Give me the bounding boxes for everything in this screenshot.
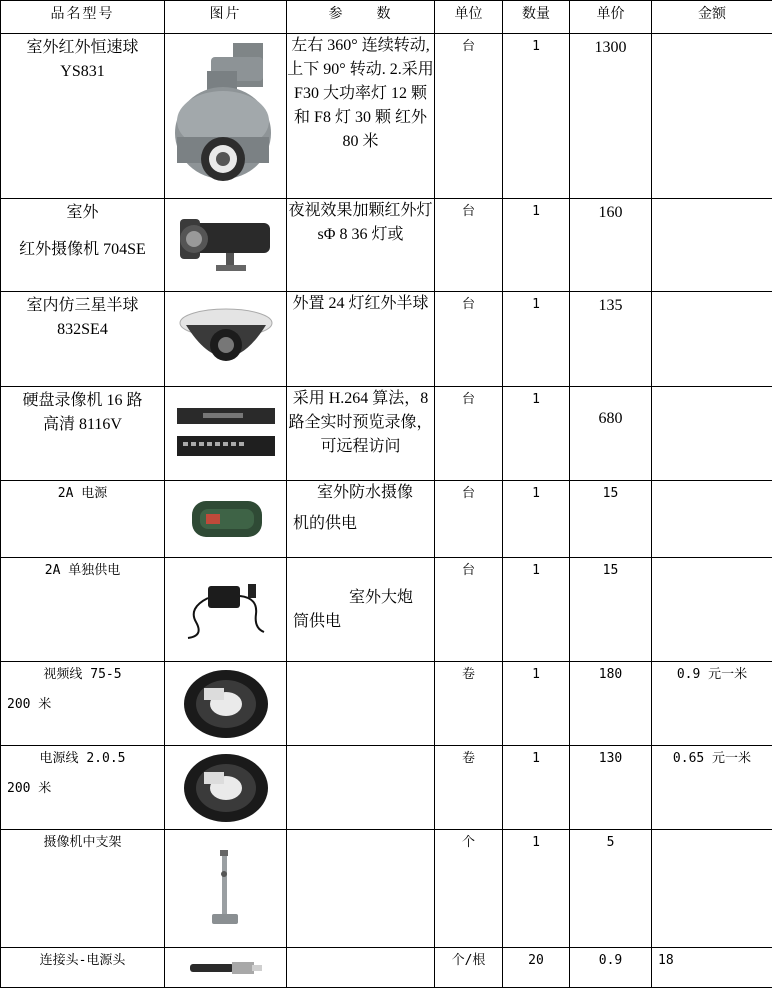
item-amount	[652, 830, 772, 948]
item-params: 左右 360° 连续转动,上下 90° 转动. 2.采用 F30 大功率灯 12 颗和 F8 灯 30 颗 红外 80 米	[287, 34, 435, 199]
item-params: 外置 24 灯红外半球	[287, 292, 435, 387]
item-name-line1: 视频线 75-5	[43, 667, 122, 682]
header-amount: 金额	[652, 1, 772, 34]
item-name-line1: 室内仿三星半球	[26, 297, 139, 314]
header-unit: 单位	[435, 1, 503, 34]
item-image	[165, 481, 287, 558]
item-name	[1, 481, 165, 558]
item-price: 130	[570, 746, 652, 830]
item-price: 180	[570, 662, 652, 746]
item-qty: 1	[503, 558, 570, 662]
power-adapter-icon	[178, 578, 274, 642]
item-qty: 1	[503, 662, 570, 746]
item-price: 15	[570, 558, 652, 662]
item-name-line2: 832SE4	[57, 321, 108, 338]
item-name	[1, 948, 165, 988]
camera-bracket-icon	[206, 844, 246, 934]
item-name-line1: 室外红外恒速球	[26, 39, 139, 56]
power-cable-roll-icon	[180, 750, 272, 826]
item-qty: 1	[503, 34, 570, 199]
item-amount	[652, 558, 772, 662]
table-row	[1, 830, 772, 948]
item-image	[165, 948, 287, 988]
item-price: 160	[570, 199, 652, 292]
item-unit: 卷	[435, 662, 503, 746]
header-row	[1, 1, 772, 34]
item-qty: 1	[503, 830, 570, 948]
item-name-line1: 室外	[66, 204, 99, 221]
speed-dome-camera-icon	[171, 41, 281, 191]
item-image	[165, 558, 287, 662]
item-name-line2: 高清 8116V	[43, 416, 122, 433]
item-price: 15	[570, 481, 652, 558]
item-params	[287, 746, 435, 830]
item-unit: 台	[435, 34, 503, 199]
table-row	[1, 34, 772, 199]
item-params	[287, 481, 435, 558]
item-unit: 台	[435, 292, 503, 387]
item-image	[165, 387, 287, 481]
table-row	[1, 199, 772, 292]
params-line1: 室外大炮	[349, 589, 414, 606]
item-params: 采用 H.264 算法，8 路全实时预览录像，可远程访问	[287, 387, 435, 481]
video-cable-roll-icon	[180, 666, 272, 742]
item-name	[1, 662, 165, 746]
item-params	[287, 662, 435, 746]
item-name-line1: 硬盘录像机 16 路	[22, 392, 143, 409]
item-amount	[652, 481, 772, 558]
table-row	[1, 387, 772, 481]
item-name-line2: 200 米	[7, 781, 52, 796]
item-qty: 1	[503, 746, 570, 830]
header-params: 参 数	[287, 1, 435, 34]
item-qty: 1	[503, 292, 570, 387]
table-row	[1, 662, 772, 746]
item-price: 680	[570, 387, 652, 481]
item-image	[165, 34, 287, 199]
item-name-line2: YS831	[60, 63, 105, 80]
item-amount	[652, 292, 772, 387]
item-name	[1, 387, 165, 481]
item-image	[165, 746, 287, 830]
header-price: 单价	[570, 1, 652, 34]
table-row	[1, 746, 772, 830]
bullet-camera-icon	[176, 215, 276, 275]
item-name-line1: 电源线 2.0.5	[39, 751, 126, 766]
item-unit: 台	[435, 481, 503, 558]
header-qty: 数量	[503, 1, 570, 34]
params-line2: 机的供电	[293, 515, 358, 532]
dome-camera-icon	[176, 299, 276, 379]
item-amount	[652, 34, 772, 199]
params-line1: 室外防水摄像	[317, 484, 414, 501]
item-name	[1, 34, 165, 199]
params-line2: 筒供电	[293, 613, 342, 630]
item-amount: 0.9 元一米	[652, 662, 772, 746]
item-image	[165, 830, 287, 948]
item-name	[1, 830, 165, 948]
dvr-recorder-icon	[173, 406, 279, 462]
item-params: 夜视效果加颗红外灯 sΦ 8 36 灯或	[287, 199, 435, 292]
item-name-line1: 摄像机中支架	[43, 835, 122, 850]
item-unit: 台	[435, 558, 503, 662]
item-amount	[652, 199, 772, 292]
item-price: 135	[570, 292, 652, 387]
item-name-line2: 红外摄像机 704SE	[19, 241, 146, 258]
item-unit: 台	[435, 199, 503, 292]
item-name-line1: 2A 单独供电	[44, 563, 121, 578]
item-unit: 个/根	[435, 948, 503, 988]
table-row	[1, 948, 772, 988]
item-name	[1, 746, 165, 830]
item-image	[165, 662, 287, 746]
item-amount: 0.65 元一米	[652, 746, 772, 830]
header-image: 图片	[165, 1, 287, 34]
item-name-line1: 2A 电源	[57, 486, 108, 501]
header-name: 品名型号	[1, 1, 165, 34]
item-unit: 台	[435, 387, 503, 481]
item-unit: 卷	[435, 746, 503, 830]
item-amount: 18	[652, 948, 772, 988]
item-amount	[652, 387, 772, 481]
item-image	[165, 292, 287, 387]
item-name	[1, 558, 165, 662]
item-price: 0.9	[570, 948, 652, 988]
item-qty: 20	[503, 948, 570, 988]
item-params	[287, 830, 435, 948]
item-qty: 1	[503, 481, 570, 558]
item-qty: 1	[503, 199, 570, 292]
bnc-connector-icon	[186, 958, 266, 978]
item-name	[1, 292, 165, 387]
item-price: 5	[570, 830, 652, 948]
item-name-line2: 200 米	[7, 697, 52, 712]
item-image	[165, 199, 287, 292]
item-price: 1300	[570, 34, 652, 199]
item-params	[287, 558, 435, 662]
power-supply-icon	[186, 497, 266, 541]
item-name-line1: 连接头-电源头	[39, 953, 126, 968]
table-row	[1, 292, 772, 387]
item-unit: 个	[435, 830, 503, 948]
table-row	[1, 481, 772, 558]
table-row	[1, 558, 772, 662]
item-name	[1, 199, 165, 292]
item-qty: 1	[503, 387, 570, 481]
item-params	[287, 948, 435, 988]
